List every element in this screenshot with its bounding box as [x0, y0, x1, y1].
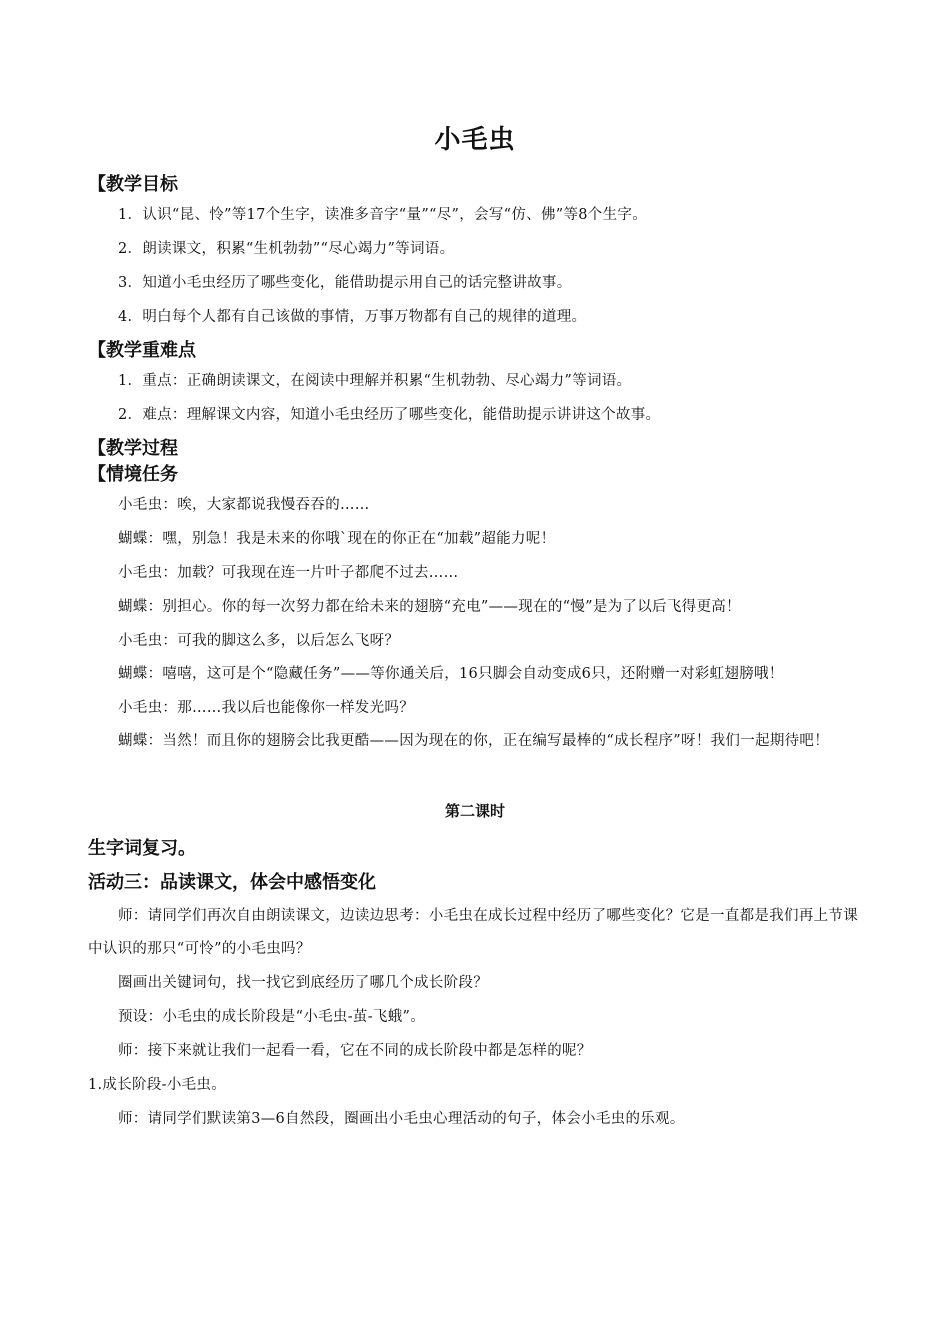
dialogue-line: 蝴蝶：当然！而且你的翅膀会比我更酷——因为现在的你，正在编写最棒的“成长程序”呀！我们一起期待吧！ [118, 733, 830, 749]
dialogue-line: 小毛虫：那……我以后也能像你一样发光吗？ [118, 700, 414, 716]
stage-paragraph: 师：请同学们默读第3—6自然段，圈画出小毛虫心理活动的句子，体会小毛虫的乐观。 [118, 1111, 685, 1127]
dialogue-line: 蝴蝶：别担心。你的每一次努力都在给未来的翅膀“充电”——现在的“慢”是为了以后飞得更高！ [118, 599, 741, 615]
lesson-paragraph: 圈画出关键词句，找一找它到底经历了哪几个成长阶段？ [118, 975, 488, 991]
lesson-paragraph: 师：请同学们再次自由朗读课文，边读边思考：小毛虫在成长过程中经历了哪些变化？它是一直都是我们再上节课中认识的那只“可怜”的小毛虫吗？ [88, 908, 858, 957]
dialogue-line: 小毛虫：加载？可我现在连一片叶子都爬不过去…… [118, 565, 459, 581]
lesson-two-title: 第二课时 [444, 802, 505, 820]
dialogue-line: 蝴蝶：嘻嘻，这可是个“隐藏任务”——等你通关后，16只脚会自动变成6只，还附赠一对彩虹翅膀哦！ [118, 666, 784, 682]
key-point-item: 1．重点：正确朗读课文，在阅读中理解并积累“生机勃勃、尽心竭力”等词语。 [118, 373, 632, 389]
lesson-paragraph: 师：接下来就让我们一起看一看，它在不同的成长阶段中都是怎样的呢？ [118, 1043, 592, 1059]
goal-item: 1．认识“昆、怜”等17个生字，读准多音字“量”“尽”，会写“仿、佛”等8个生字。 [118, 207, 648, 223]
key-point-item: 2．难点：理解课文内容，知道小毛虫经历了哪些变化，能借助提示讲讲这个故事。 [118, 407, 661, 423]
goal-item: 2．朗读课文，积累“生机勃勃”“尽心竭力”等词语。 [118, 241, 455, 257]
key-points-heading: 【教学重难点 [88, 340, 196, 361]
stage-heading: 1.成长阶段-小毛虫。 [88, 1077, 227, 1093]
dialogue-line: 小毛虫：可我的脚这么多，以后怎么飞呀？ [118, 633, 400, 649]
goal-item: 3．知道小毛虫经历了哪些变化，能借助提示用自己的话完整讲故事。 [118, 275, 572, 291]
process-heading: 【教学过程 [88, 438, 178, 459]
goal-item: 4．明白每个人都有自己该做的事情，万事万物都有自己的规律的道理。 [118, 309, 587, 325]
dialogue-line: 蝴蝶：嘿，别急！我是未来的你哦`现在的你正在“加载”超能力呢！ [118, 531, 556, 547]
activity-three-heading: 活动三：品读课文，体会中感悟变化 [88, 872, 376, 893]
scenario-heading: 【情境任务 [88, 464, 178, 485]
lesson-paragraph: 预设：小毛虫的成长阶段是“小毛虫-茧-飞蛾”。 [118, 1009, 426, 1025]
dialogue-line: 小毛虫：唉，大家都说我慢吞吞的…… [118, 497, 370, 513]
document-title: 小毛虫 [434, 125, 516, 155]
goals-heading: 【教学目标 [88, 174, 178, 195]
vocab-review-heading: 生字词复习。 [88, 838, 196, 859]
